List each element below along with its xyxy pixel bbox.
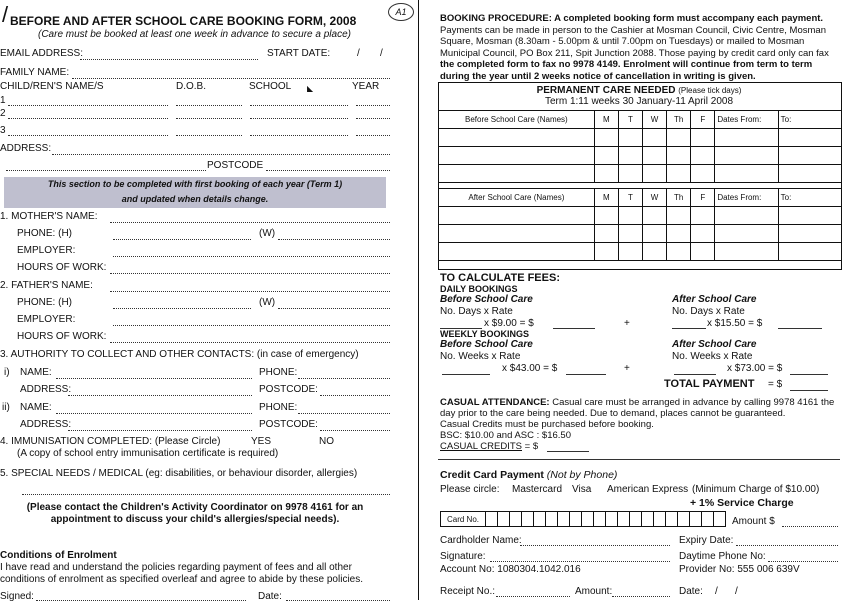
daytime-phone-label: Daytime Phone No:: [679, 551, 766, 562]
perm-title-row: [438, 85, 840, 96]
col-child-name: CHILD/REN'S NAME/S: [0, 81, 104, 92]
date-slash: /: [715, 586, 718, 597]
provider-no: Provider No: 555 006 639V: [679, 564, 800, 575]
calc-title: TO CALCULATE FEES:: [440, 272, 560, 284]
mother-employer-label: EMPLOYER:: [17, 245, 76, 256]
weekly-asc-weeks-field[interactable]: [674, 374, 716, 375]
signed-field[interactable]: [36, 600, 246, 601]
contact-2-phone-label: PHONE:: [259, 402, 298, 413]
min-charge: (Minimum Charge of $10.00): [692, 484, 820, 495]
contact-1-phone-field[interactable]: [298, 378, 390, 379]
cc-not-phone: (Not by Phone): [546, 469, 618, 481]
amount-field[interactable]: [782, 526, 838, 527]
contact-1-name-field[interactable]: [56, 378, 252, 379]
daily-asc-days-rate: No. Days x Rate: [672, 306, 745, 317]
child-1-dob[interactable]: [176, 105, 242, 106]
section-divider: [438, 459, 840, 460]
col-school: SCHOOL: [249, 81, 292, 92]
casual-text-3: Casual Credits must be purchased before booking.: [440, 419, 654, 430]
casual-credits-label: CASUAL CREDITS: [440, 441, 522, 452]
receipt-date-label: Date:: [679, 586, 703, 597]
procedure-line: Municipal Council, PO Box 211, Spit Junction 2088. Those paying by credit card only can fax: [440, 47, 829, 59]
weekly-asc-weeks-rate: No. Weeks x Rate: [672, 351, 753, 362]
plus-sign: +: [624, 318, 630, 329]
immunisation-note: (A copy of school entry immunisation certificate is required): [17, 448, 279, 459]
signature-label: Signature:: [440, 551, 486, 562]
day-th: Th: [667, 189, 691, 207]
form-title: BEFORE AND AFTER SCHOOL CARE BOOKING FORM, 2008: [10, 14, 357, 28]
daily-bsc-total-field[interactable]: [553, 328, 595, 329]
weekly-bsc-weeks-field[interactable]: [442, 374, 490, 375]
please-circle: Please circle:: [440, 484, 500, 495]
check-mark: /: [2, 2, 9, 27]
mother-phone-w-field[interactable]: [278, 239, 390, 240]
visa-option[interactable]: Visa: [572, 484, 592, 495]
table-row[interactable]: [439, 165, 842, 183]
daily-bsc-rate: x $9.00 = $: [484, 318, 534, 329]
mastercard-option[interactable]: Mastercard: [512, 484, 563, 495]
father-employer-field[interactable]: [113, 325, 390, 326]
daily-asc-rate: x $15.50 = $: [707, 318, 763, 329]
signed-date-field[interactable]: [286, 600, 390, 601]
mother-hours-label: HOURS OF WORK:: [17, 262, 107, 273]
row-2-num: 2: [0, 108, 6, 119]
cardholder-label: Cardholder Name:: [440, 535, 522, 546]
service-charge: + 1% Service Charge: [690, 497, 794, 509]
table-row: [439, 111, 842, 129]
account-no: Account No: 1080304.1042.016: [440, 564, 581, 575]
procedure-line: during the year until 2 weeks notice of cancellation in writing is given.: [440, 70, 756, 82]
total-payment-label: TOTAL PAYMENT: [664, 378, 755, 390]
amount-label: Amount $: [732, 516, 775, 527]
amount2-field[interactable]: [612, 596, 670, 597]
date-slash: /: [735, 586, 738, 597]
daily-asc-days-field[interactable]: [672, 328, 706, 329]
mother-phone-h-label: PHONE: (H): [17, 228, 72, 239]
procedure-line: Payments can be made in person to the Cashier at Mosman Council, Civic Centre, Mosman: [440, 24, 826, 36]
dates-from-header: Dates From:: [715, 111, 778, 129]
to-header: To:: [778, 189, 841, 207]
date-slash: /: [380, 48, 383, 59]
father-phone-h-label: PHONE: (H): [17, 297, 72, 308]
weekly-asc-title: After School Care: [672, 339, 757, 350]
form-tag: A1: [388, 3, 414, 21]
conditions-text-1: I have read and understand the policies regarding payment of fees and all other: [0, 562, 352, 573]
col-dob: D.O.B.: [176, 81, 207, 92]
mother-phone-h-field[interactable]: [113, 239, 251, 240]
child-1-school[interactable]: [250, 105, 348, 106]
weekly-asc-total-field[interactable]: [790, 374, 828, 375]
procedure-line: Square, Mosman (8.30am - 5.00pm & until 7.00pm on Tuesdays) or mailed to Mosman: [440, 36, 805, 47]
amount2-label: Amount:: [575, 586, 613, 597]
weekly-bsc-weeks-rate: No. Weeks x Rate: [440, 351, 521, 362]
daily-bookings: DAILY BOOKINGS: [440, 284, 518, 294]
signed-label: Signed:: [0, 591, 34, 602]
daily-bsc-title: Before School Care: [440, 294, 533, 305]
immunisation-label: 4. IMMUNISATION COMPLETED: (Please Circle): [0, 436, 221, 447]
procedure-line: the completed form to fax no 9978 4149. Enrolment will continue from term to term: [440, 59, 813, 70]
contact-1-name-label: NAME:: [20, 367, 52, 378]
postcode-label: POSTCODE: [207, 160, 264, 171]
weekly-asc-rate: x $73.00 = $: [727, 363, 783, 374]
pen-mark: ◣: [307, 84, 314, 93]
conditions-title: Conditions of Enrolment: [0, 550, 117, 561]
receipt-field[interactable]: [496, 596, 570, 597]
address-label: ADDRESS:: [0, 143, 52, 154]
receipt-label: Receipt No.:: [440, 586, 496, 597]
casual-credits-field[interactable]: [547, 451, 589, 452]
day-f: F: [691, 111, 715, 129]
after-school-table: [438, 188, 842, 261]
dates-from-header: Dates From:: [715, 189, 778, 207]
casual-text-2: day prior to the care being needed. Due to demand, places cannot be guaranteed.: [440, 408, 786, 419]
child-3-year[interactable]: [356, 135, 390, 136]
child-3-school[interactable]: [250, 135, 348, 136]
weekly-bookings: WEEKLY BOOKINGS: [440, 329, 530, 339]
special-needs-field[interactable]: [22, 494, 390, 495]
daily-bsc-days-rate: No. Days x Rate: [440, 306, 513, 317]
contact-1-phone-label: PHONE:: [259, 367, 298, 378]
family-name-field[interactable]: [72, 78, 390, 79]
after-names-header: After School Care (Names): [439, 189, 595, 207]
mother-phone-w-label: (W): [259, 228, 276, 239]
perm-tick: (Please tick days): [678, 86, 742, 95]
form-subtitle: (Care must be booked at least one week in advance to secure a place): [38, 29, 351, 40]
weekly-bsc-total-field[interactable]: [566, 374, 606, 375]
daily-asc-title: After School Care: [672, 294, 757, 305]
contact-coordinator-2: appointment to discuss your child's allergies/special needs).: [50, 514, 340, 525]
perm-term: Term 1:11 weeks 30 January-11 April 2008: [544, 96, 734, 107]
signed-date-label: Date:: [258, 591, 282, 602]
table-row[interactable]: [439, 147, 842, 165]
daytime-phone-field[interactable]: [768, 561, 838, 562]
contact-2-name-label: NAME:: [20, 402, 52, 413]
booking-procedure: [440, 13, 829, 82]
table-row[interactable]: [439, 243, 842, 261]
table-row: [439, 189, 842, 207]
date-slash: /: [357, 48, 360, 59]
before-names-header: Before School Care (Names): [439, 111, 595, 129]
child-2-dob[interactable]: [176, 118, 242, 119]
postcode-field[interactable]: [266, 170, 390, 171]
day-m: M: [594, 111, 618, 129]
contact-2-postcode-label: POSTCODE:: [259, 419, 318, 430]
immunisation-yes[interactable]: YES: [251, 436, 272, 447]
casual-attendance: [440, 397, 834, 452]
casual-text-1: Casual care must be arranged in advance by calling 9978 4161 the: [552, 397, 835, 408]
day-t: T: [618, 189, 642, 207]
procedure-line: BOOKING PROCEDURE: A completed booking form must accompany each payment.: [440, 13, 824, 24]
col-year: YEAR: [352, 81, 380, 92]
row-1-num: 1: [0, 95, 6, 106]
perm-title: PERMANENT CARE NEEDED: [536, 85, 676, 96]
mother-employer-field[interactable]: [113, 256, 390, 257]
father-label: 2. FATHER'S NAME:: [0, 280, 93, 291]
conditions-text-2: conditions of enrolment as specified overleaf and agree to abide by these policies.: [0, 574, 364, 585]
cardholder-field[interactable]: [520, 545, 670, 546]
address-field[interactable]: [52, 154, 390, 155]
section-note-2: and updated when details change.: [121, 194, 269, 204]
card-no-label: Card No.: [441, 512, 486, 527]
contact-1-num: i): [4, 367, 10, 378]
father-phone-w-label: (W): [259, 297, 276, 308]
email-label: EMAIL ADDRESS:: [0, 48, 83, 59]
casual-title: CASUAL ATTENDANCE:: [440, 397, 550, 408]
father-hours-label: HOURS OF WORK:: [17, 331, 107, 342]
contact-1-address-label: ADDRESS:: [20, 384, 72, 395]
expiry-field[interactable]: [736, 545, 838, 546]
contact-1-address-field[interactable]: [68, 395, 252, 396]
mother-hours-field[interactable]: [110, 273, 390, 274]
total-payment-eq: = $: [768, 379, 783, 390]
contact-1-postcode-label: POSTCODE:: [259, 384, 318, 395]
child-1-name[interactable]: [8, 105, 168, 106]
total-payment-field[interactable]: [790, 390, 828, 391]
start-date-label: START DATE:: [267, 48, 331, 59]
row-3-num: 3: [0, 125, 6, 136]
signature-field[interactable]: [490, 561, 670, 562]
casual-credits-eq: = $: [524, 441, 539, 452]
family-name-label: FAMILY NAME:: [0, 67, 70, 78]
table-row[interactable]: [439, 207, 842, 225]
daily-asc-total-field[interactable]: [778, 328, 822, 329]
table-row[interactable]: [439, 129, 842, 147]
child-2-year[interactable]: [356, 118, 390, 119]
casual-text-4: BSC: $10.00 and ASC : $16.50: [440, 430, 571, 441]
child-2-school[interactable]: [250, 118, 348, 119]
amex-option[interactable]: American Express: [607, 484, 689, 495]
table-row[interactable]: [439, 225, 842, 243]
cc-title-row: [440, 469, 617, 481]
mother-name-field[interactable]: [110, 222, 390, 223]
day-w: W: [642, 189, 666, 207]
contact-coordinator-1: (Please contact the Children's Activity Coordinator on 9978 4161 for an: [26, 502, 364, 513]
weekly-bsc-rate: x $43.00 = $: [502, 363, 558, 374]
mother-label: 1. MOTHER'S NAME:: [0, 211, 98, 222]
father-employer-label: EMPLOYER:: [17, 314, 76, 325]
day-f: F: [691, 189, 715, 207]
child-3-name[interactable]: [8, 135, 168, 136]
expiry-label: Expiry Date:: [679, 535, 734, 546]
email-field[interactable]: [80, 59, 258, 60]
day-w: W: [642, 111, 666, 129]
contact-2-address-label: ADDRESS:: [20, 419, 72, 430]
immunisation-no[interactable]: NO: [319, 436, 334, 447]
weekly-bsc-title: Before School Care: [440, 339, 533, 350]
father-phone-h-field[interactable]: [113, 308, 251, 309]
contact-1-postcode-field[interactable]: [320, 395, 390, 396]
day-t: T: [618, 111, 642, 129]
contact-2-name-field[interactable]: [56, 413, 252, 414]
plus-sign: +: [624, 363, 630, 374]
special-needs-label: 5. SPECIAL NEEDS / MEDICAL (eg: disabilities, or behaviour disorder, allergies): [0, 468, 358, 479]
authority-label: 3. AUTHORITY TO COLLECT AND OTHER CONTACTS: (in case of emergency): [0, 349, 359, 360]
father-hours-field[interactable]: [110, 342, 390, 343]
to-header: To:: [778, 111, 841, 129]
child-2-name[interactable]: [8, 118, 168, 119]
column-divider: [418, 0, 419, 600]
father-name-field[interactable]: [110, 291, 390, 292]
contact-2-num: ii): [2, 402, 10, 413]
day-th: Th: [667, 111, 691, 129]
contact-2-postcode-field[interactable]: [320, 430, 390, 431]
child-1-year[interactable]: [356, 105, 390, 106]
contact-2-address-field[interactable]: [68, 430, 252, 431]
address-field-2[interactable]: [6, 170, 206, 171]
contact-2-phone-field[interactable]: [298, 413, 390, 414]
child-3-dob[interactable]: [176, 135, 242, 136]
father-phone-w-field[interactable]: [278, 308, 390, 309]
before-school-table: [438, 110, 842, 183]
day-m: M: [594, 189, 618, 207]
card-number-boxes[interactable]: [440, 511, 726, 527]
cc-title: Credit Card Payment: [440, 469, 544, 481]
section-note-1: This section to be completed with first booking of each year (Term 1): [47, 179, 343, 189]
